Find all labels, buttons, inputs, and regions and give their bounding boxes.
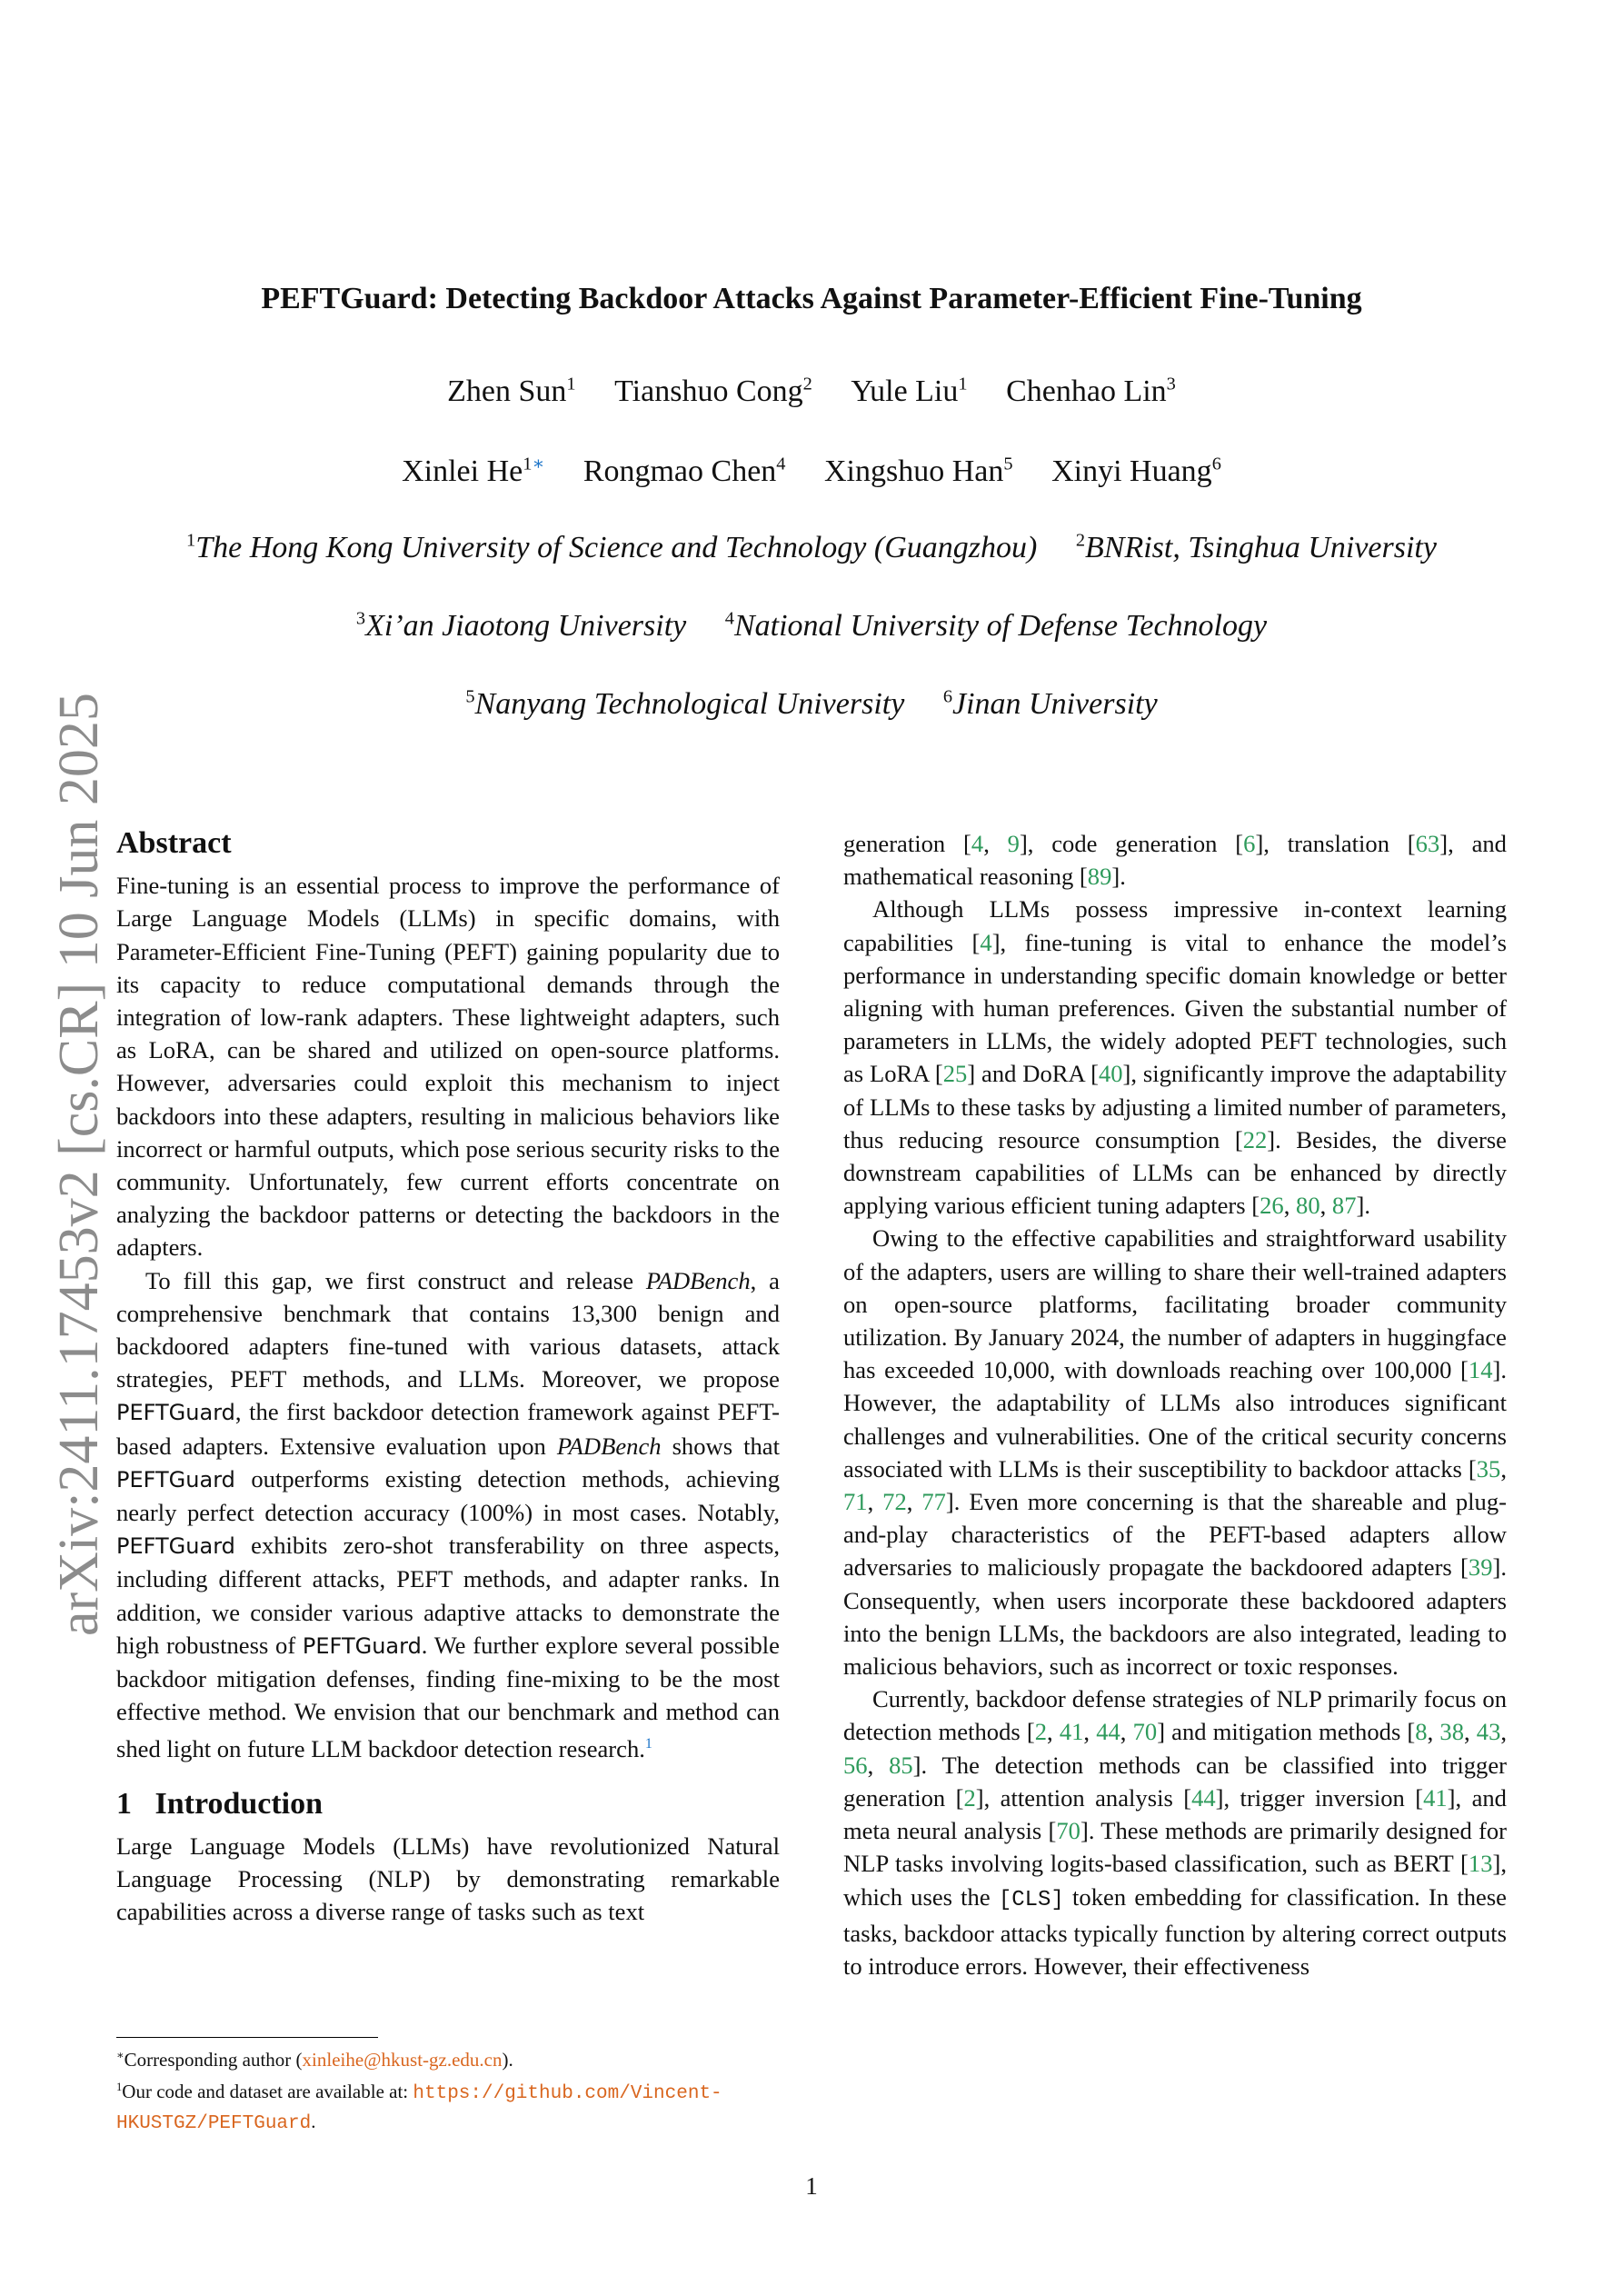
abstract-paragraph-1: Fine-tuning is an essential process to improve the performance of Large Language Models (LLMs) in specific domains, with Parameter-Efficient Fine-Tuning (PEFT) gaining popularity due to its capacity to reduce computational demands through the integration of low-rank adapters. These lightweight adapters, such as LoRA, can be shared and utilized on open-source platforms. However, adversaries could exploit this mechanism to inject backdoors into these adapters, resulting in malicious behaviors like incorrect or harmful outputs, which pose serious security risks to the community. Unfortunately, few current efforts concentrate on analyzing the backdoor patterns or detecting the backdoors in the adapters. — [116, 872, 780, 1262]
citation-link[interactable]: 40 — [1098, 1060, 1123, 1088]
paper-title: PEFTGuard: Detecting Backdoor Attacks Against Parameter-Efficient Fine-Tuning — [261, 282, 1362, 315]
right-paragraph-4: Currently, backdoor defense strategies of NLP primarily focus on detection methods [2, 41, 44, 70] and mitigation methods [8, 38, 43, 56, 85]. The detection methods can be classified into trigger generation [2], attention analysis [44], trigger inversion [41], and meta neural analysis [70]. These methods are primarily designed for NLP tasks involving logits-based classification, such as BERT [13], which uses the [CLS] token embedding for classification. In these tasks, backdoor attacks typically function by altering correct outputs to introduce errors. However, their effectiveness — [843, 1685, 1508, 1980]
right-column — [843, 827, 1507, 1982]
author: Yule Liu$^1$ — [851, 374, 968, 409]
right-paragraph-1: generation [4, 9], code generation [6], translation [63], and mathematical reasoning [89]. — [843, 830, 1507, 891]
abstract-paragraph-2: To fill this gap, we first construct and release PADBench, a comprehensive benchmark that contains 13,300 benign and backdoored adapters fine-tuned with various datasets, attack strategies, PEFT methods, and LLMs. Moreover, we propose PEFTGuard, the first backdoor detection framework against PEFT-based adapters. Extensive evaluation upon PADBench shows that PEFTGuard outperforms existing detection methods, achieving nearly perfect detection accuracy (100%) in most cases. Notably, PEFTGuard exhibits zero-shot transferability on three aspects, including different attacks, PEFT methods, and adapter ranks. In addition, we consider various adaptive attacks to demonstrate the high robustness of PEFTGuard. We further explore several possible backdoor mitigation defenses, finding fine-mixing to be the most effective method. We envision that our benchmark and method can shed light on future LLM backdoor detection research.$^1$ — [116, 1266, 781, 1763]
affiliations-row-2 — [0, 609, 1623, 644]
author: Xinyi Huang$^6$ — [1051, 454, 1221, 489]
right-paragraph-2: Although LLMs possess impressive in-context learning capabilities [4], fine-tuning is vital to enhance the model’s performance in understanding specific domain knowledge or better aligning with human preferences. Given the substantial number of parameters in LLMs, the widely adopted PEFT technologies, such as LoRA [25] and DoRA [40], significantly improve the adaptability of LLMs to these tasks by adjusting a limited number of parameters, thus reducing resource consumption [22]. Besides, the diverse downstream capabilities of LLMs can be enhanced by directly applying various efficient tuning adapters [26, 80, 87]. — [843, 895, 1507, 1220]
citation-link[interactable]: 63 — [1415, 830, 1440, 857]
citation-link[interactable]: 8 — [1415, 1718, 1428, 1746]
citation-link[interactable]: 13 — [1468, 1850, 1493, 1878]
email-link[interactable]: xinleihe@hkust-gz.edu.cn — [302, 2049, 503, 2071]
affiliation: $^5$Nanyang Technological University — [465, 687, 905, 722]
author: Xingshuo Han$^5$ — [824, 454, 1013, 489]
citation-link[interactable]: 70 — [1132, 1718, 1158, 1746]
footnote-1-link[interactable]: 1 — [644, 1736, 652, 1752]
left-column — [116, 827, 780, 1928]
citation-link[interactable]: 2 — [1034, 1718, 1048, 1746]
footnote-rule — [116, 2037, 378, 2038]
author: Rongmao Chen$^4$ — [582, 454, 786, 489]
citation-link[interactable]: 39 — [1468, 1553, 1493, 1582]
affiliation: $^1$The Hong Kong University of Science and Technology (Guangzhou) — [186, 531, 1038, 565]
citation-link[interactable]: 2 — [963, 1783, 976, 1812]
citation-link[interactable]: 35 — [1476, 1454, 1501, 1482]
citation-link[interactable]: 6 — [1243, 830, 1256, 857]
corresponding-author-mark[interactable]: ∗ — [532, 454, 545, 474]
citation-link[interactable]: 77 — [921, 1488, 946, 1516]
author: Chenhao Lin$^3$ — [1006, 374, 1176, 409]
citation-link[interactable]: 43 — [1476, 1718, 1501, 1746]
citation-link[interactable]: 22 — [1242, 1125, 1268, 1153]
citation-link[interactable]: 26 — [1260, 1192, 1284, 1220]
citation-link[interactable]: 41 — [1423, 1783, 1448, 1812]
right-paragraph-3: Owing to the effective capabilities and straightforward usability of the adapters, users are willing to share their well-trained adapters on open-source platforms, facilitating broader community utilization. By January 2024, the number of adapters in huggingface has exceeded 10,000, with downloads reaching over 100,000 [14]. However, the adaptability of LLMs also introduces significant challenges and vulnerabilities. One of the critical security concerns associated with LLMs is their susceptibility to backdoor attacks [35, 71, 72, 77]. Even more concerning is that the shareable and plug-and-play characteristics of the PEFT-based adapters allow adversaries to maliciously propagate the backdoored adapters [39]. Consequently, when users incorporate these backdoored adapters into the benign LLMs, the backdoors are also integrated, leading to malicious behaviors, such as incorrect or toxic responses. — [843, 1224, 1508, 1681]
citation-link[interactable]: 41 — [1059, 1718, 1084, 1746]
affiliations-row-3 — [0, 687, 1623, 722]
authors-row-2 — [0, 453, 1623, 489]
author: Tianshuo Cong$^2$ — [614, 374, 812, 409]
citation-link[interactable]: 87 — [1331, 1192, 1357, 1220]
affiliation: $^4$National University of Defense Technology — [724, 609, 1268, 644]
citation-link[interactable]: 56 — [843, 1751, 868, 1779]
affiliation: $^3$Xi’an Jiaotong University — [355, 609, 687, 644]
footnote-corresponding-author: ∗Corresponding author (xinleihe@hkust-gz.edu.cn). — [116, 2049, 513, 2071]
introduction-heading: 1 Introduction — [116, 1786, 324, 1821]
citation-link[interactable]: 9 — [1007, 830, 1020, 857]
page-number: 1 — [805, 2172, 818, 2200]
citation-link[interactable]: 25 — [942, 1060, 968, 1088]
footnote-code-availability: $^1$Our code and dataset are available at: https://github.com/Vincent-HKUSTGZ/PEFTGuard. — [116, 2081, 722, 2134]
author: Zhen Sun$^1$ — [447, 374, 576, 409]
citation-link[interactable]: 72 — [882, 1488, 907, 1516]
footnotes — [116, 2041, 780, 2138]
abstract-heading: Abstract — [116, 826, 232, 860]
citation-link[interactable]: 44 — [1096, 1718, 1120, 1746]
affiliations-row-1 — [0, 531, 1623, 565]
citation-link[interactable]: 80 — [1296, 1192, 1320, 1220]
affiliation: $^2$BNRist, Tsinghua University — [1075, 531, 1437, 565]
citation-link[interactable]: 14 — [1468, 1356, 1493, 1384]
citation-link[interactable]: 71 — [843, 1488, 868, 1516]
introduction-paragraph-1: Large Language Models (LLMs) have revolutionized Natural Language Processing (NLP) by demonstrating remarkable capabilities across a diverse range of tasks such as text — [116, 1832, 780, 1926]
citation-link[interactable]: 44 — [1191, 1783, 1216, 1812]
citation-link[interactable]: 4 — [971, 830, 984, 857]
arxiv-identifier-stamp: arXiv:2411.17453v2 [cs.CR] 10 Jun 2025 — [48, 693, 110, 1636]
citation-link[interactable]: 70 — [1056, 1817, 1080, 1845]
citation-link[interactable]: 85 — [889, 1751, 913, 1779]
author: Xinlei $He^{1∗}$ — [402, 454, 545, 489]
github-link[interactable]: https://github.com/Vincent-HKUSTGZ/PEFTGuard — [116, 2083, 722, 2134]
citation-link[interactable]: 89 — [1087, 863, 1112, 891]
citation-link[interactable]: 38 — [1439, 1718, 1464, 1746]
affiliation: $^6$Jinan University — [942, 687, 1158, 722]
cls-token: [CLS] — [998, 1887, 1064, 1912]
citation-link[interactable]: 4 — [980, 928, 992, 956]
authors-row-1 — [0, 374, 1623, 409]
